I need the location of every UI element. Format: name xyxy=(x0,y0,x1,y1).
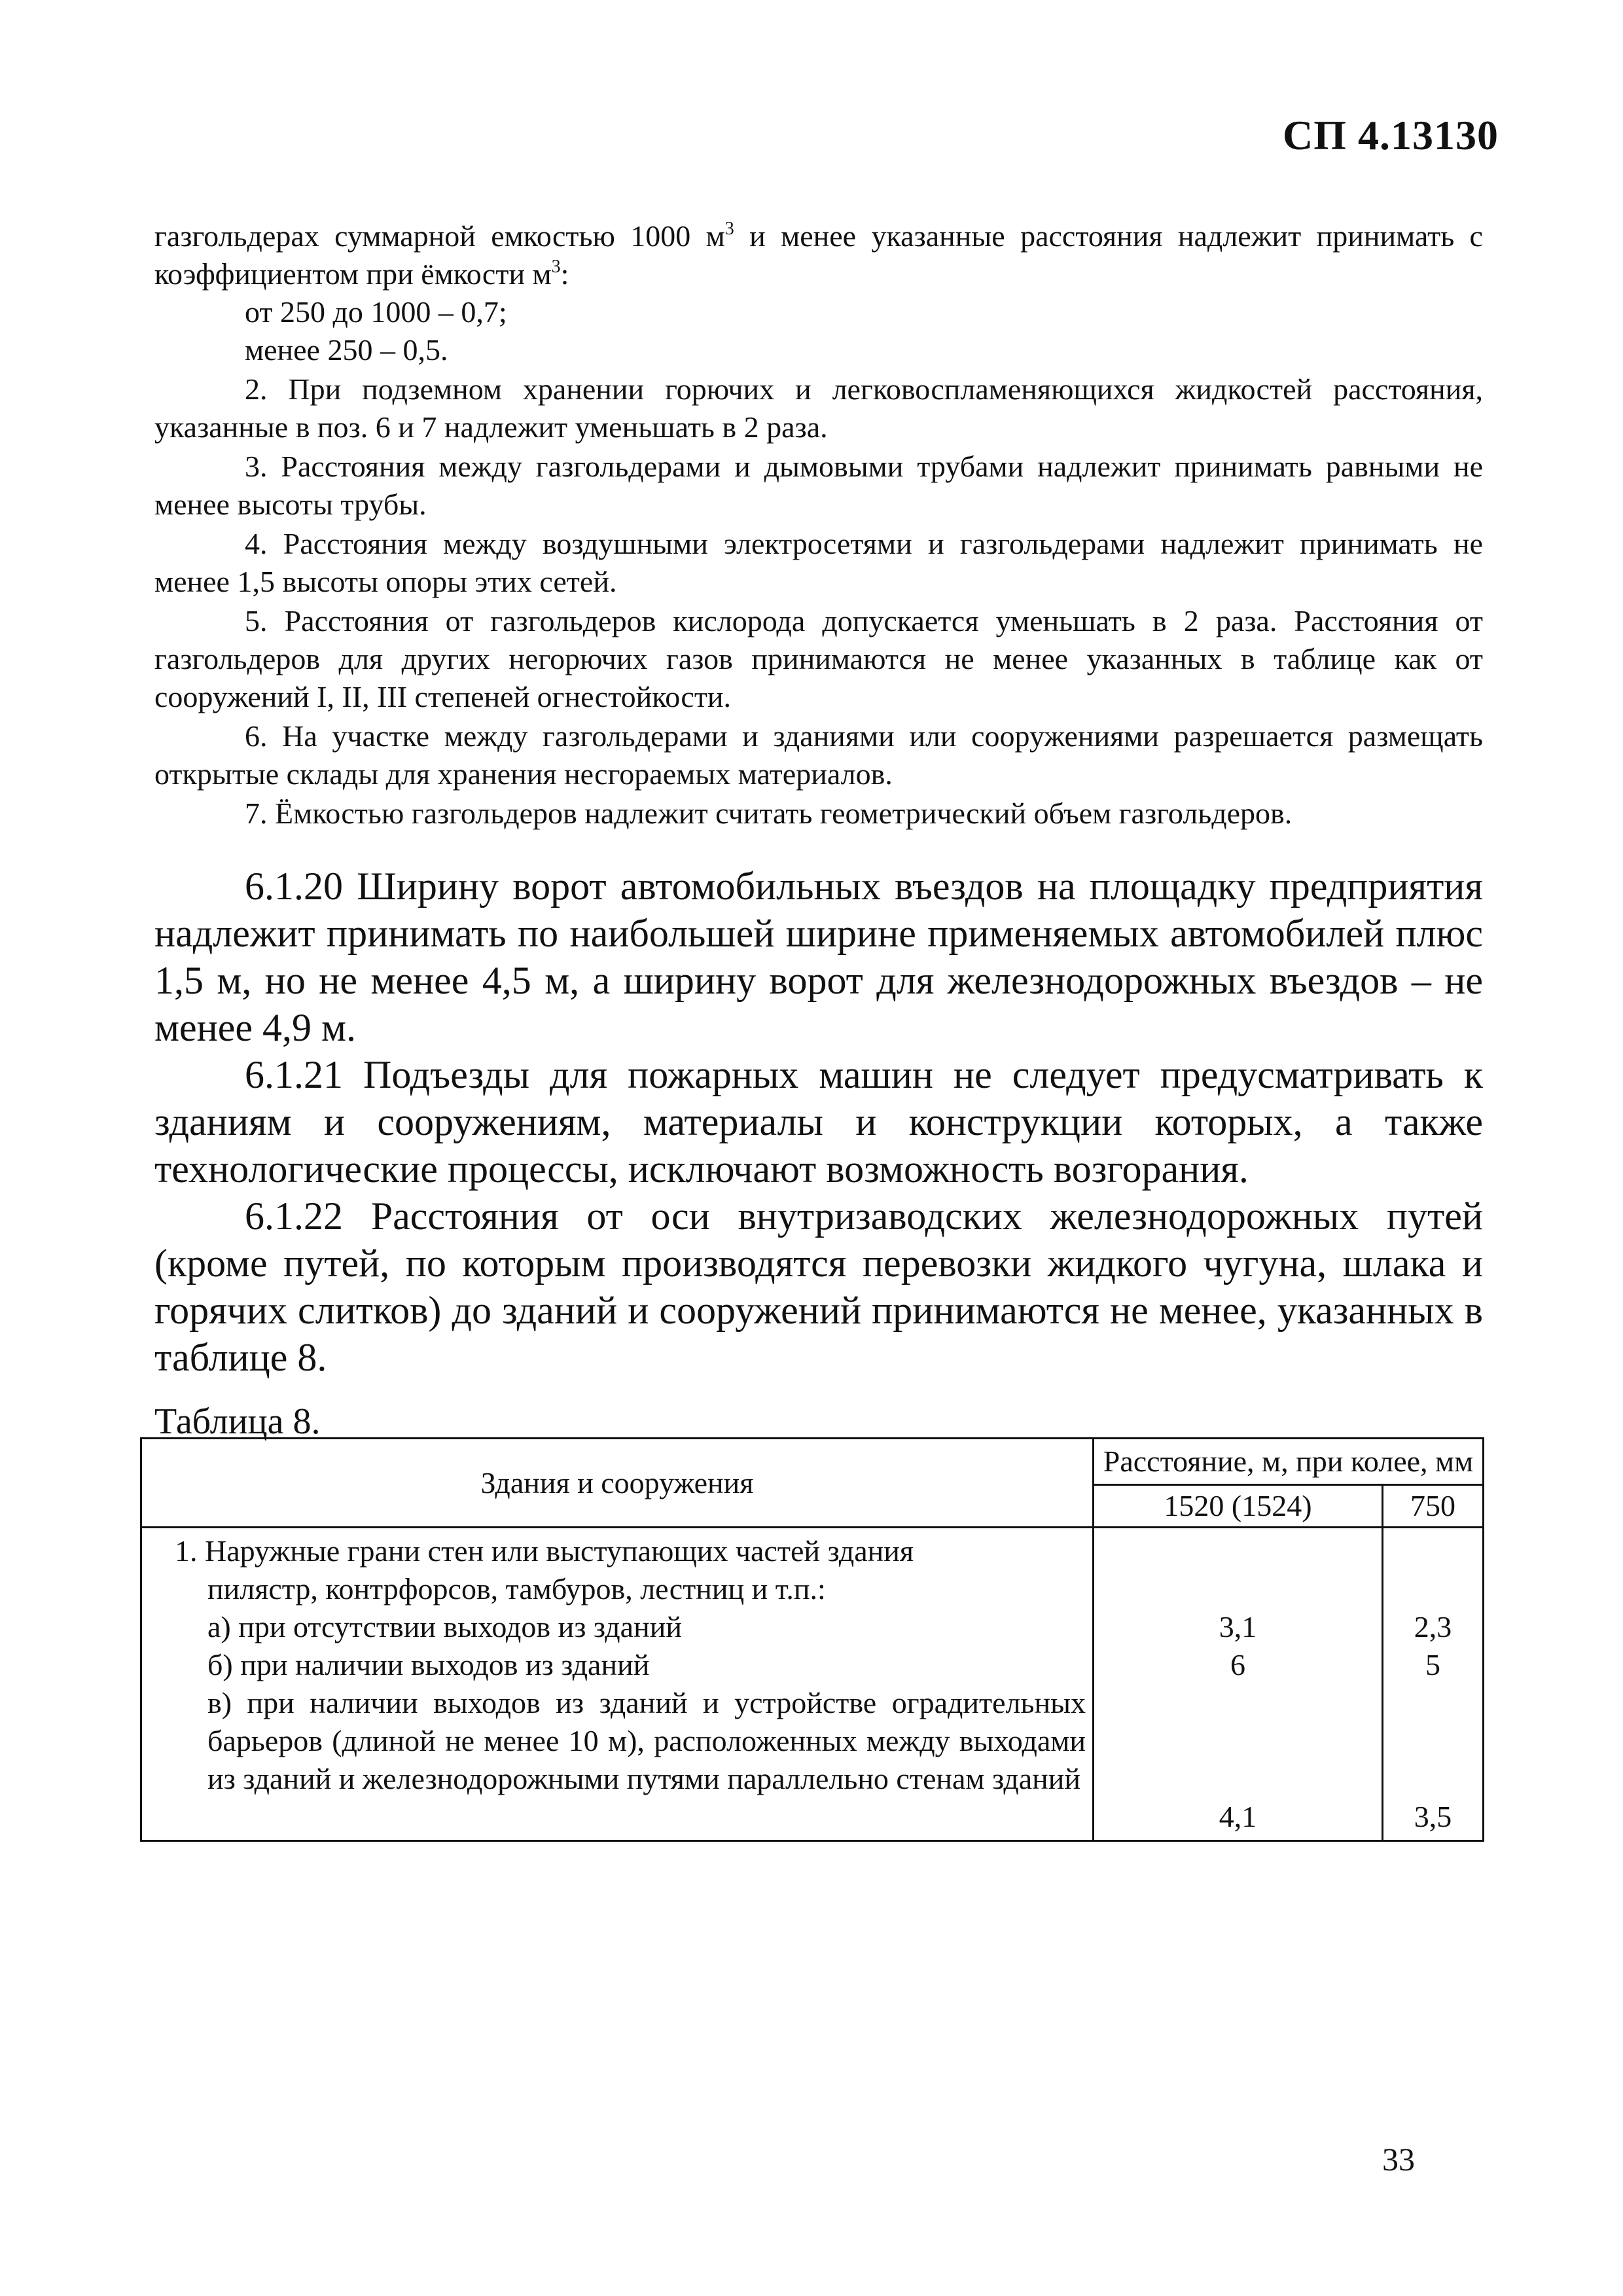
note-5: 5. Расстояния от газгольдеров кислорода допускается уменьшать в 2 раза. Расстояния от газгольдеров для других негорючих газов принимаются не менее указанных в таблице как от сооружений I, II, III степеней огнестойкости. xyxy=(154,604,1483,713)
coefficient-2: менее 250 – 0,5. xyxy=(245,333,448,367)
intro-text-3: : xyxy=(560,257,569,291)
note-7: 7. Ёмкостью газгольдеров надлежит считать геометрический объем газгольдеров. xyxy=(245,797,1293,830)
col-header-gauge-1520: 1520 (1524) xyxy=(1094,1485,1383,1528)
intro-sup-2: 3 xyxy=(551,257,561,277)
note-6: 6. На участке между газгольдерами и зданиями или сооружениями разрешается размещать открытые склады для хранения несгораемых материалов. xyxy=(154,719,1483,791)
value-b-1520: 6 xyxy=(1230,1648,1245,1681)
page-number: 33 xyxy=(1382,2141,1415,2178)
row-1-option-c: в) при наличии выходов из зданий и устройстве оградительных барьеров (длиной не менее 10 м), расположенных между выходами из зданий и железнодорожными путями параллельно стенам зданий xyxy=(207,1686,1086,1795)
row-1-title: 1. Наружные грани стен или выступающих частей здания xyxy=(175,1534,914,1568)
note-3: 3. Расстояния между газгольдерами и дымовыми трубами надлежит принимать равными не менее высоты трубы. xyxy=(154,450,1483,521)
row-1-option-b: б) при наличии выходов из зданий xyxy=(207,1648,650,1681)
intro-text-2: и менее указанные расстояния надлежит принимать с коэффициентом при ёмкости м xyxy=(154,219,1483,291)
col-header-buildings: Здания и сооружения xyxy=(141,1439,1094,1528)
note-4: 4. Расстояния между воздушными электросетями и газгольдерами надлежит принимать не менее 1,5 высоты опоры этих сетей. xyxy=(154,527,1483,598)
intro-text-1: газгольдерах суммарной емкостью 1000 м xyxy=(154,219,725,253)
value-c-1520: 4,1 xyxy=(1219,1800,1257,1833)
table-notes xyxy=(154,217,1483,833)
row-1-values-750 xyxy=(1383,1528,1484,1841)
clause-6-1-22: 6.1.22 Расстояния от оси внутризаводских железнодорожных путей (кроме путей, по которым производятся перевозки жидкого чугуна, шлака и горячих слитков) до зданий и сооружений принимаются не менее, указанных в таблице 8. xyxy=(154,1194,1483,1379)
row-1-option-a: а) при отсутствии выходов из зданий xyxy=(207,1610,682,1643)
row-1-description xyxy=(141,1528,1094,1841)
table-8 xyxy=(140,1437,1484,1842)
main-text xyxy=(154,863,1483,1381)
row-1-title-cont: пилястр, контрфорсов, тамбуров, лестниц и т.п.: xyxy=(207,1572,826,1605)
value-b-750: 5 xyxy=(1425,1648,1440,1681)
table-row xyxy=(141,1528,1484,1841)
table-header-row xyxy=(141,1439,1484,1485)
value-c-750: 3,5 xyxy=(1414,1800,1452,1833)
col-header-distance: Расстояние, м, при колее, мм xyxy=(1094,1439,1484,1485)
document-code: СП 4.13130 xyxy=(1283,112,1499,158)
value-a-750: 2,3 xyxy=(1414,1610,1452,1643)
note-2: 2. При подземном хранении горючих и легковоспламеняющихся жидкостей расстояния, указанные в поз. 6 и 7 надлежит уменьшать в 2 раза. xyxy=(154,372,1483,444)
value-a-1520: 3,1 xyxy=(1219,1610,1257,1643)
table-caption: Таблица 8. xyxy=(154,1401,321,1442)
coefficient-1: от 250 до 1000 – 0,7; xyxy=(245,295,507,329)
clause-6-1-20: 6.1.20 Ширину ворот автомобильных въездов на площадку предприятия надлежит принимать по наибольшей ширине применяемых автомобилей плюс 1,5 м, но не менее 4,5 м, а ширину ворот для железнодорожных въездов – не менее 4,9 м. xyxy=(154,865,1483,1049)
intro-sup-1: 3 xyxy=(724,219,734,239)
notes-intro xyxy=(154,217,1483,293)
clause-6-1-21: 6.1.21 Подъезды для пожарных машин не следует предусматривать к зданиям и сооружениям, материалы и конструкции которых, а также технологические процессы, исключают возможность возгорания. xyxy=(154,1053,1483,1191)
col-header-gauge-750: 750 xyxy=(1383,1485,1484,1528)
row-1-values-1520 xyxy=(1094,1528,1383,1841)
